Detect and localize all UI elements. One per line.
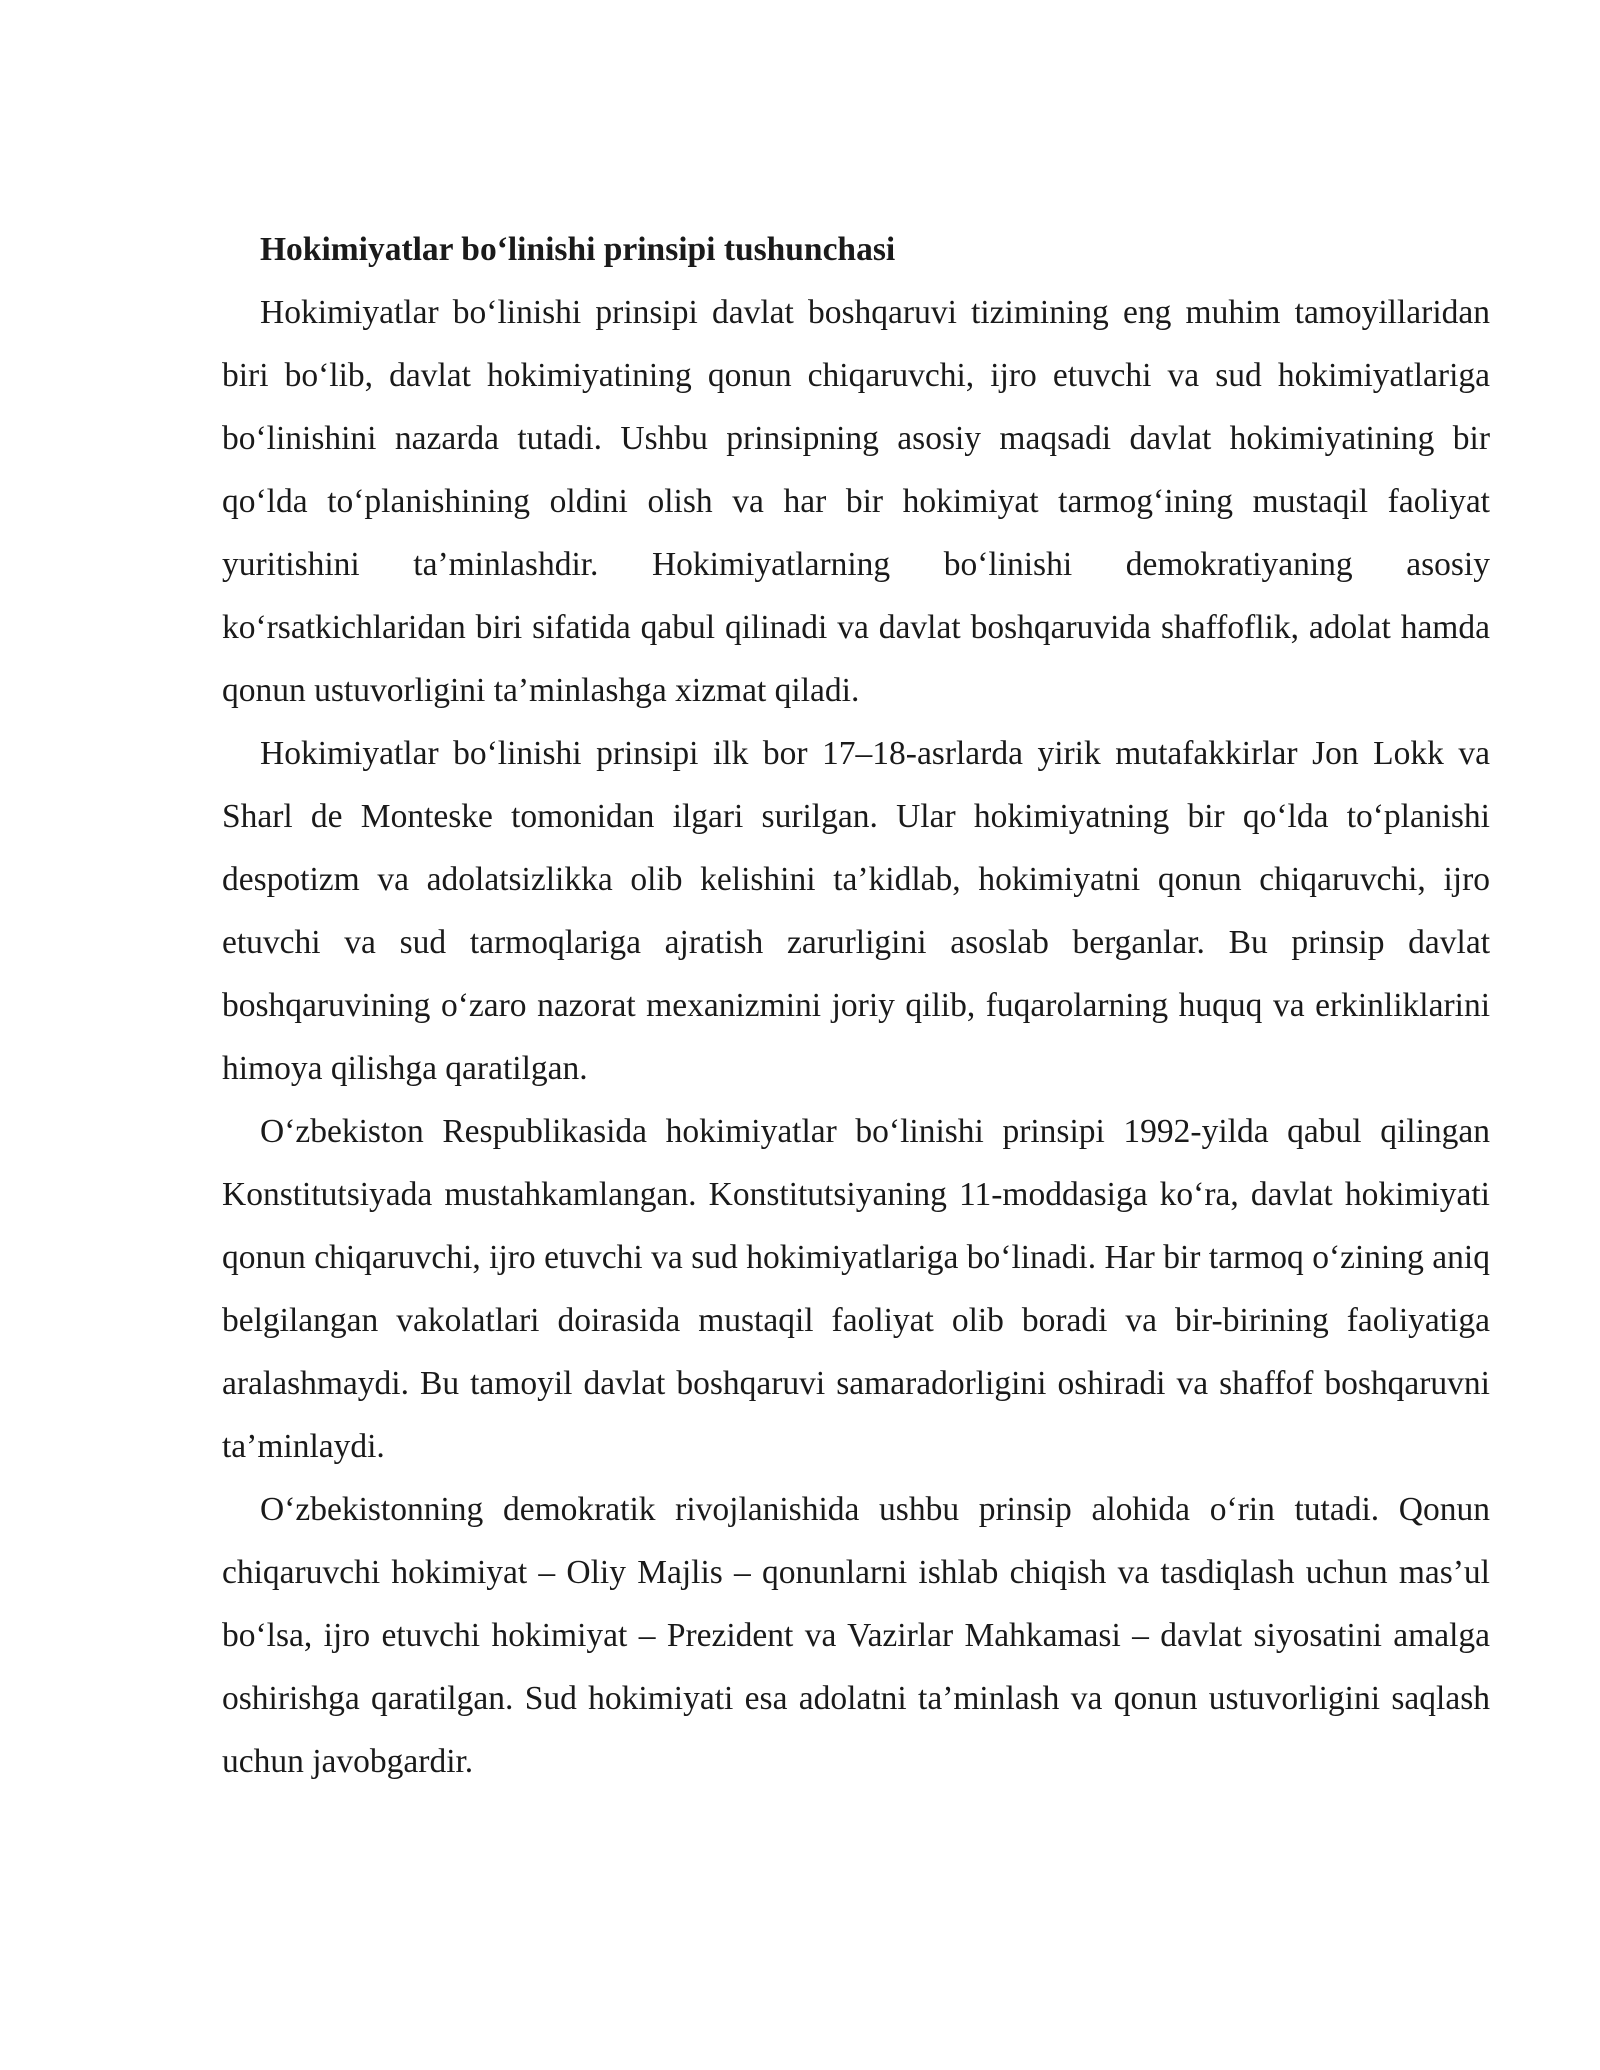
paragraph-2: Hokimiyatlar bo‘linishi prinsipi ilk bor 17–18-asrlarda yirik mutafakkirlar Jon Lokk va Sharl de Monteske tomonidan ilgari surilgan. Ular hokimiyatning bir qo‘lda to‘planishi despotizm va adolatsizlikka olib kelishini ta’kidlab, hokimiyatni qonun chiqaruvchi, ijro etuvchi va sud tarmoqlariga ajratish zarurligini asoslab berganlar. Bu prinsip davlat boshqaruvining o‘zaro nazorat mexanizmini joriy qilib, fuqarolarning huquq va erkinliklarini himoya qilishga qaratilgan. (222, 735, 1490, 1087)
document-body (222, 218, 1490, 1793)
paragraph-1: Hokimiyatlar bo‘linishi prinsipi davlat boshqaruvi tizimining eng muhim tamoyillaridan biri bo‘lib, davlat hokimiyatining qonun chiqaruvchi, ijro etuvchi va sud hokimiyatlariga bo‘linishini nazarda tutadi. Ushbu prinsipning asosiy maqsadi davlat hokimiyatining bir qo‘lda to‘planishining oldini olish va har bir hokimiyat tarmog‘ining mustaqil faoliyat yuritishini ta’minlashdir. Hokimiyatlarning bo‘linishi demokratiyaning asosiy ko‘rsatkichlaridan biri sifatida qabul qilinadi va davlat boshqaruvida shaffoflik, adolat hamda qonun ustuvorligini ta’minlashga xizmat qiladi. (222, 294, 1490, 709)
paragraph-4: O‘zbekistonning demokratik rivojlanishida ushbu prinsip alohida o‘rin tutadi. Qonun chiqaruvchi hokimiyat – Oliy Majlis – qonunlarni ishlab chiqish va tasdiqlash uchun mas’ul bo‘lsa, ijro etuvchi hokimiyat – Prezident va Vazirlar Mahkamasi – davlat siyosatini amalga oshirishga qaratilgan. Sud hokimiyati esa adolatni ta’minlash va qonun ustuvorligini saqlash uchun javobgardir. (222, 1491, 1490, 1780)
section-heading: Hokimiyatlar bo‘linishi prinsipi tushunchasi (260, 231, 896, 268)
paragraph-3: O‘zbekiston Respublikasida hokimiyatlar bo‘linishi prinsipi 1992-yilda qabul qilingan Konstitutsiyada mustahkamlangan. Konstitutsiyaning 11-moddasiga ko‘ra, davlat hokimiyati qonun chiqaruvchi, ijro etuvchi va sud hokimiyatlariga bo‘linadi. Har bir tarmoq o‘zining aniq belgilangan vakolatlari doirasida mustaqil faoliyat olib boradi va bir-birining faoliyatiga aralashmaydi. Bu tamoyil davlat boshqaruvi samaradorligini oshiradi va shaffof boshqaruvni ta’minlaydi. (222, 1113, 1490, 1465)
